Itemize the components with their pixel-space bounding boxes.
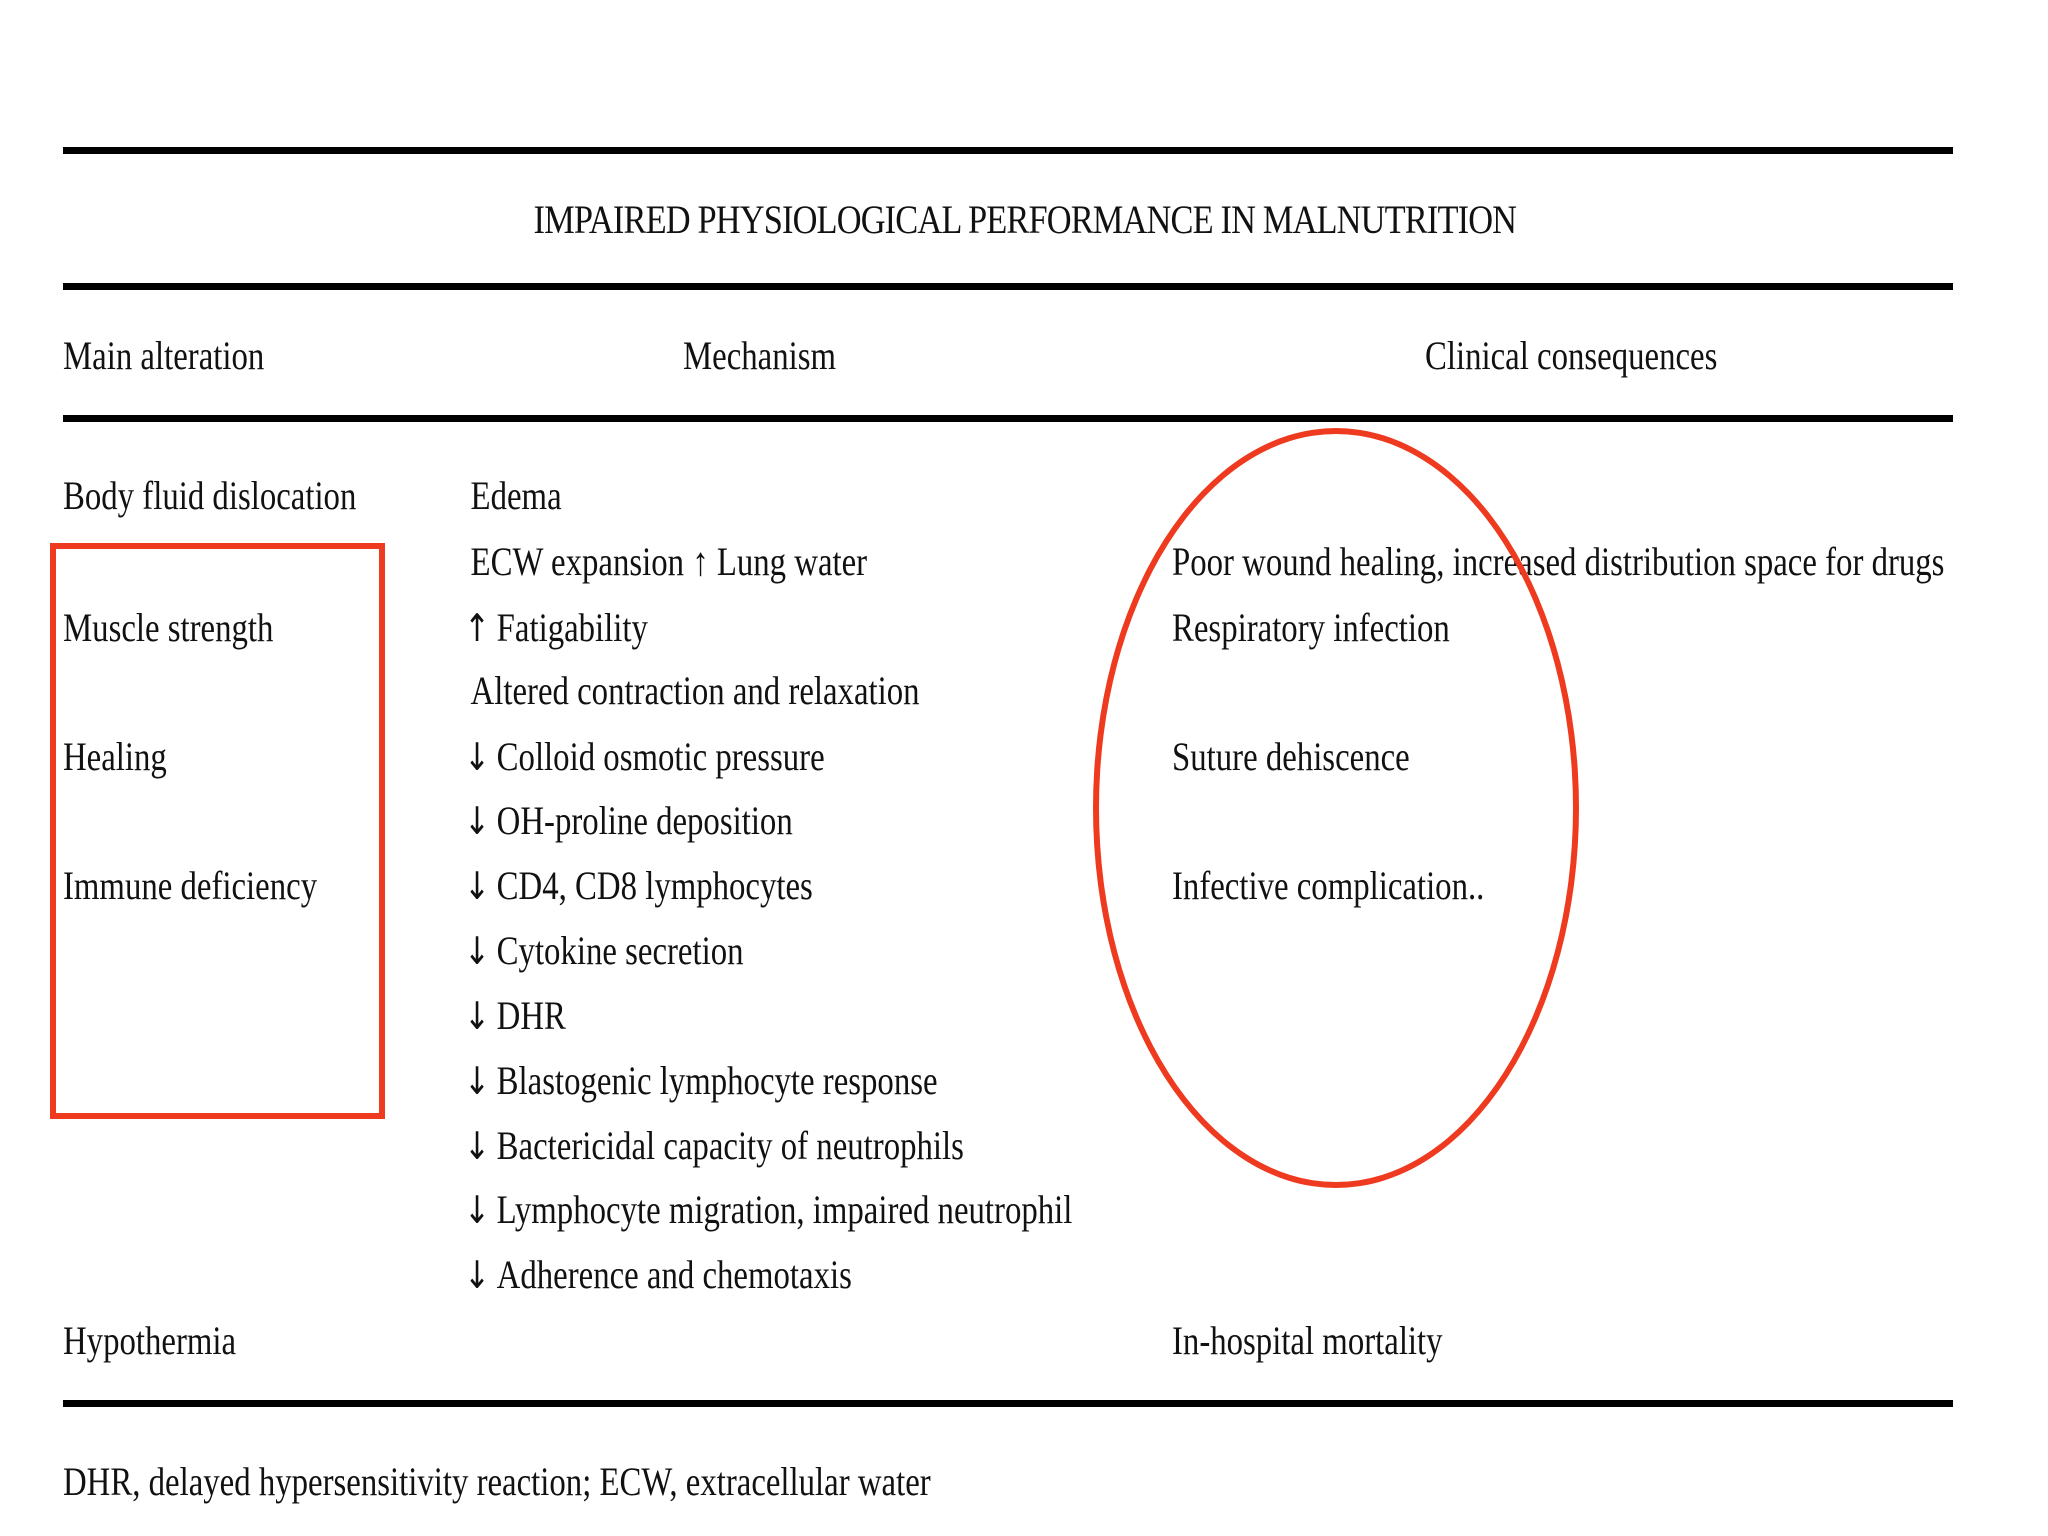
header-clinical-consequences: Clinical consequences <box>1425 333 1718 378</box>
mechanism-item <box>464 1252 852 1298</box>
mechanism-item <box>464 1058 938 1104</box>
mechanism-text: DHR <box>496 993 566 1038</box>
header-rule <box>63 415 1953 422</box>
table-footnote: DHR, delayed hypersensitivity reaction; ECW, extracellular water <box>63 1459 931 1504</box>
consequence-infective-complication: Infective complication.. <box>1172 863 1485 908</box>
consequence-wound-healing: Poor wound healing, increased distribution space for drugs <box>1172 539 1945 584</box>
mechanism-item <box>464 993 566 1039</box>
mechanism-text: Colloid osmotic pressure <box>496 734 825 779</box>
mechanism-item <box>464 798 793 844</box>
mechanism-item <box>464 1123 964 1169</box>
mechanism-item <box>464 734 825 780</box>
consequence-respiratory-infection: Respiratory infection <box>1172 605 1450 650</box>
title-rule <box>63 283 1953 290</box>
consequence-suture-dehiscence: Suture dehiscence <box>1172 734 1410 779</box>
mechanism-arrow: ↑ <box>464 606 491 650</box>
mechanism-arrow: ↓ <box>464 994 491 1038</box>
highlight-ellipse <box>1093 428 1579 1188</box>
header-main-alteration: Main alteration <box>63 333 265 378</box>
alteration-hypothermia: Hypothermia <box>63 1318 237 1363</box>
mechanism-arrow: ↓ <box>464 929 491 973</box>
mechanism-text: Cytokine secretion <box>496 928 744 973</box>
mechanism-item <box>464 1187 1072 1233</box>
mechanism-text: Bactericidal capacity of neutrophils <box>496 1123 964 1168</box>
alteration-body-fluid: Body fluid dislocation <box>63 473 357 518</box>
mechanism-arrow: ↓ <box>464 1059 491 1103</box>
mechanism-arrow: ↓ <box>464 735 491 779</box>
mechanism-item <box>464 473 562 519</box>
top-rule <box>63 147 1953 154</box>
mechanism-item <box>464 605 648 651</box>
mechanism-text: Lymphocyte migration, impaired neutrophil <box>496 1187 1073 1232</box>
alteration-immune-deficiency: Immune deficiency <box>63 863 318 908</box>
mechanism-item <box>464 863 813 909</box>
mechanism-item <box>464 539 867 585</box>
mechanism-text: ECW expansion ↑ Lung water <box>470 539 868 584</box>
mechanism-text: OH-proline deposition <box>496 798 793 843</box>
mechanism-text: Edema <box>470 473 562 518</box>
alteration-healing: Healing <box>63 734 167 779</box>
alteration-muscle-strength: Muscle strength <box>63 605 274 650</box>
mechanism-arrow: ↓ <box>464 1124 491 1168</box>
mechanism-item <box>464 928 744 974</box>
highlight-rectangle <box>50 543 385 1119</box>
header-mechanism: Mechanism <box>683 333 837 378</box>
consequence-mortality: In-hospital mortality <box>1172 1318 1443 1363</box>
mechanism-item <box>464 668 920 714</box>
mechanism-text: Blastogenic lymphocyte response <box>496 1058 938 1103</box>
mechanism-arrow: ↓ <box>464 1253 491 1297</box>
mechanism-text: Adherence and chemotaxis <box>496 1252 852 1297</box>
table-title: IMPAIRED PHYSIOLOGICAL PERFORMANCE IN MALNUTRITION <box>533 197 1517 242</box>
mechanism-arrow: ↓ <box>464 1188 491 1232</box>
mechanism-text: Fatigability <box>496 605 648 650</box>
mechanism-text: CD4, CD8 lymphocytes <box>496 863 813 908</box>
mechanism-arrow: ↓ <box>464 799 491 843</box>
mechanism-text: Altered contraction and relaxation <box>470 668 920 713</box>
mechanism-arrow: ↓ <box>464 864 491 908</box>
bottom-rule <box>63 1400 1953 1407</box>
